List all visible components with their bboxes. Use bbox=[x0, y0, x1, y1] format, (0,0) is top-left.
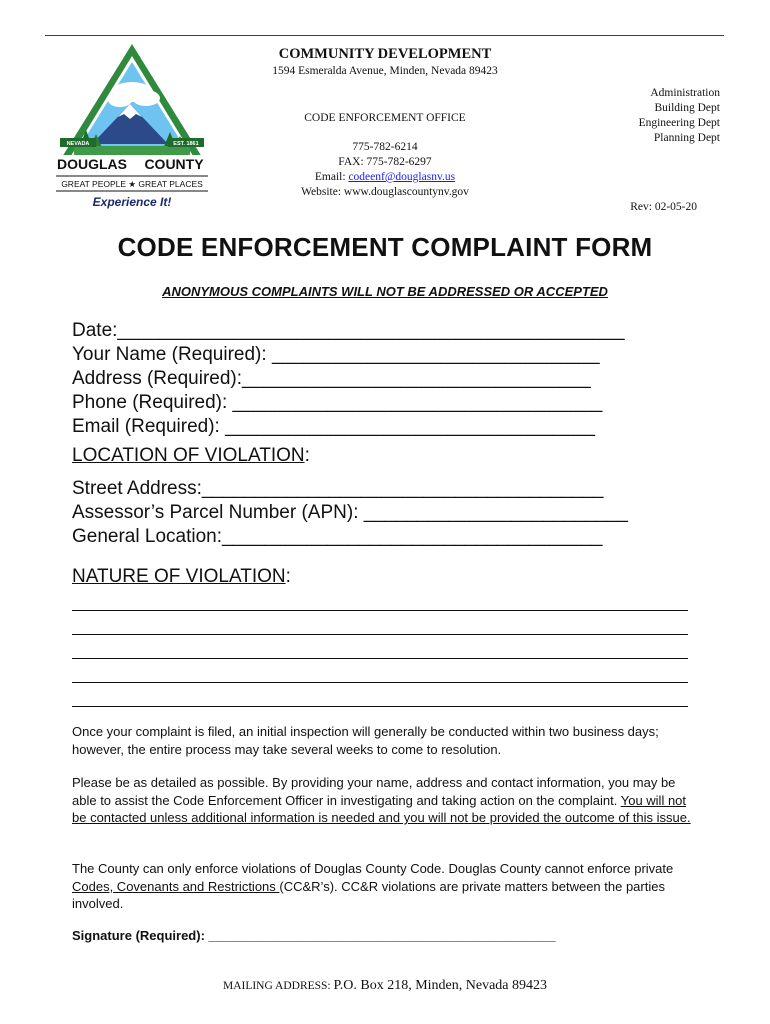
general-location-field[interactable]: General Location:____________________________________ bbox=[72, 526, 603, 547]
douglas-county-logo bbox=[52, 42, 212, 214]
mailing-address-value: P.O. Box 218, Minden, Nevada 89423 bbox=[333, 978, 548, 993]
nature-section-label: NATURE OF VIOLATION bbox=[72, 566, 286, 587]
dept-engineering: Engineering Dept bbox=[638, 117, 720, 129]
dept-administration: Administration bbox=[650, 87, 720, 99]
name-field[interactable]: Your Name (Required): _______________________________ bbox=[72, 344, 600, 365]
inspection-paragraph: Once your complaint is filed, an initial inspection will generally be conducted within two business days; however, the entire process may take several weeks to come to resolution. bbox=[72, 724, 659, 757]
header-contact bbox=[235, 140, 535, 200]
header-website: Website: www.douglascountynv.gov bbox=[301, 186, 469, 198]
logo-valley bbox=[74, 146, 190, 156]
anonymous-warning: ANONYMOUS COMPLAINTS WILL NOT BE ADDRESSED OR ACCEPTED bbox=[162, 284, 608, 299]
nature-line-2[interactable] bbox=[72, 634, 688, 635]
logo-slogan: Experience It! bbox=[92, 195, 172, 209]
logo-tagline: GREAT PEOPLE ★ GREAT PLACES bbox=[61, 179, 203, 189]
header-fax: FAX: 775-782-6297 bbox=[338, 156, 432, 168]
ccr-paragraph-end: (CC&R’s). CC&R violations are private matters between the parties involved. bbox=[72, 878, 665, 911]
header-departments bbox=[639, 86, 720, 146]
dept-building: Building Dept bbox=[654, 102, 720, 114]
header-phone: 775-782-6214 bbox=[352, 141, 418, 153]
logo-name-left: DOUGLAS bbox=[57, 156, 127, 172]
street-address-field[interactable]: Street Address:______________________________________ bbox=[72, 478, 604, 499]
location-section-colon: : bbox=[304, 445, 310, 466]
signature-field[interactable]: Signature (Required): ________________________________________________ bbox=[72, 928, 556, 943]
nature-line-1[interactable] bbox=[72, 610, 688, 611]
email-field[interactable]: Email (Required): ___________________________________ bbox=[72, 416, 595, 437]
header-address: 1594 Esmeralda Avenue, Minden, Nevada 89423 bbox=[272, 65, 498, 77]
ccr-paragraph bbox=[72, 860, 697, 913]
nature-section-colon: : bbox=[285, 566, 291, 587]
phone-field[interactable]: Phone (Required): ___________________________________ bbox=[72, 392, 603, 413]
header-org-title: COMMUNITY DEVELOPMENT bbox=[278, 46, 492, 62]
header-email-link[interactable]: codeenf@douglasnv.us bbox=[348, 171, 456, 183]
nature-line-5[interactable] bbox=[72, 706, 688, 707]
location-section-heading bbox=[72, 445, 310, 467]
logo-name-right: COUNTY bbox=[144, 156, 204, 172]
apn-field[interactable]: Assessor’s Parcel Number (APN): _________________________ bbox=[72, 502, 628, 523]
detail-paragraph-text: Please be as detailed as possible. By providing your name, address and contact information, you may be able to assist the Code Enforcement Officer in investigating and taking action on the complaint. bbox=[72, 775, 676, 808]
nature-line-4[interactable] bbox=[72, 682, 688, 683]
dept-planning: Planning Dept bbox=[653, 132, 720, 144]
nature-line-3[interactable] bbox=[72, 658, 688, 659]
ccr-paragraph-start: The County can only enforce violations of Douglas County Code. Douglas County cannot enforce private bbox=[72, 861, 674, 876]
address-field[interactable]: Address (Required):_________________________________ bbox=[72, 368, 591, 389]
header-email-line bbox=[235, 170, 535, 185]
ccr-paragraph-underlined: Codes, Covenants and Restrictions bbox=[72, 878, 280, 894]
mailing-address bbox=[0, 978, 770, 994]
nature-section-heading bbox=[72, 566, 291, 588]
header-email-label: Email: bbox=[314, 171, 349, 183]
revision-date: Rev: 02-05-20 bbox=[630, 201, 697, 213]
logo-right-badge-text: EST. 1861 bbox=[173, 141, 199, 147]
mailing-label: MAILING ADDRESS: bbox=[222, 980, 334, 992]
detail-paragraph bbox=[72, 774, 697, 827]
date-field[interactable]: Date:________________________________________________ bbox=[72, 320, 625, 341]
logo-left-badge-text: NEVADA bbox=[66, 141, 90, 147]
detail-paragraph-underlined: You will not be contacted unless additional information is needed and you will not be provided the outcome of this issue. bbox=[72, 792, 691, 825]
header-top-rule bbox=[45, 35, 724, 36]
location-section-label: LOCATION OF VIOLATION bbox=[72, 445, 305, 466]
form-title: CODE ENFORCEMENT COMPLAINT FORM bbox=[117, 232, 653, 262]
header-office: CODE ENFORCEMENT OFFICE bbox=[304, 112, 466, 124]
